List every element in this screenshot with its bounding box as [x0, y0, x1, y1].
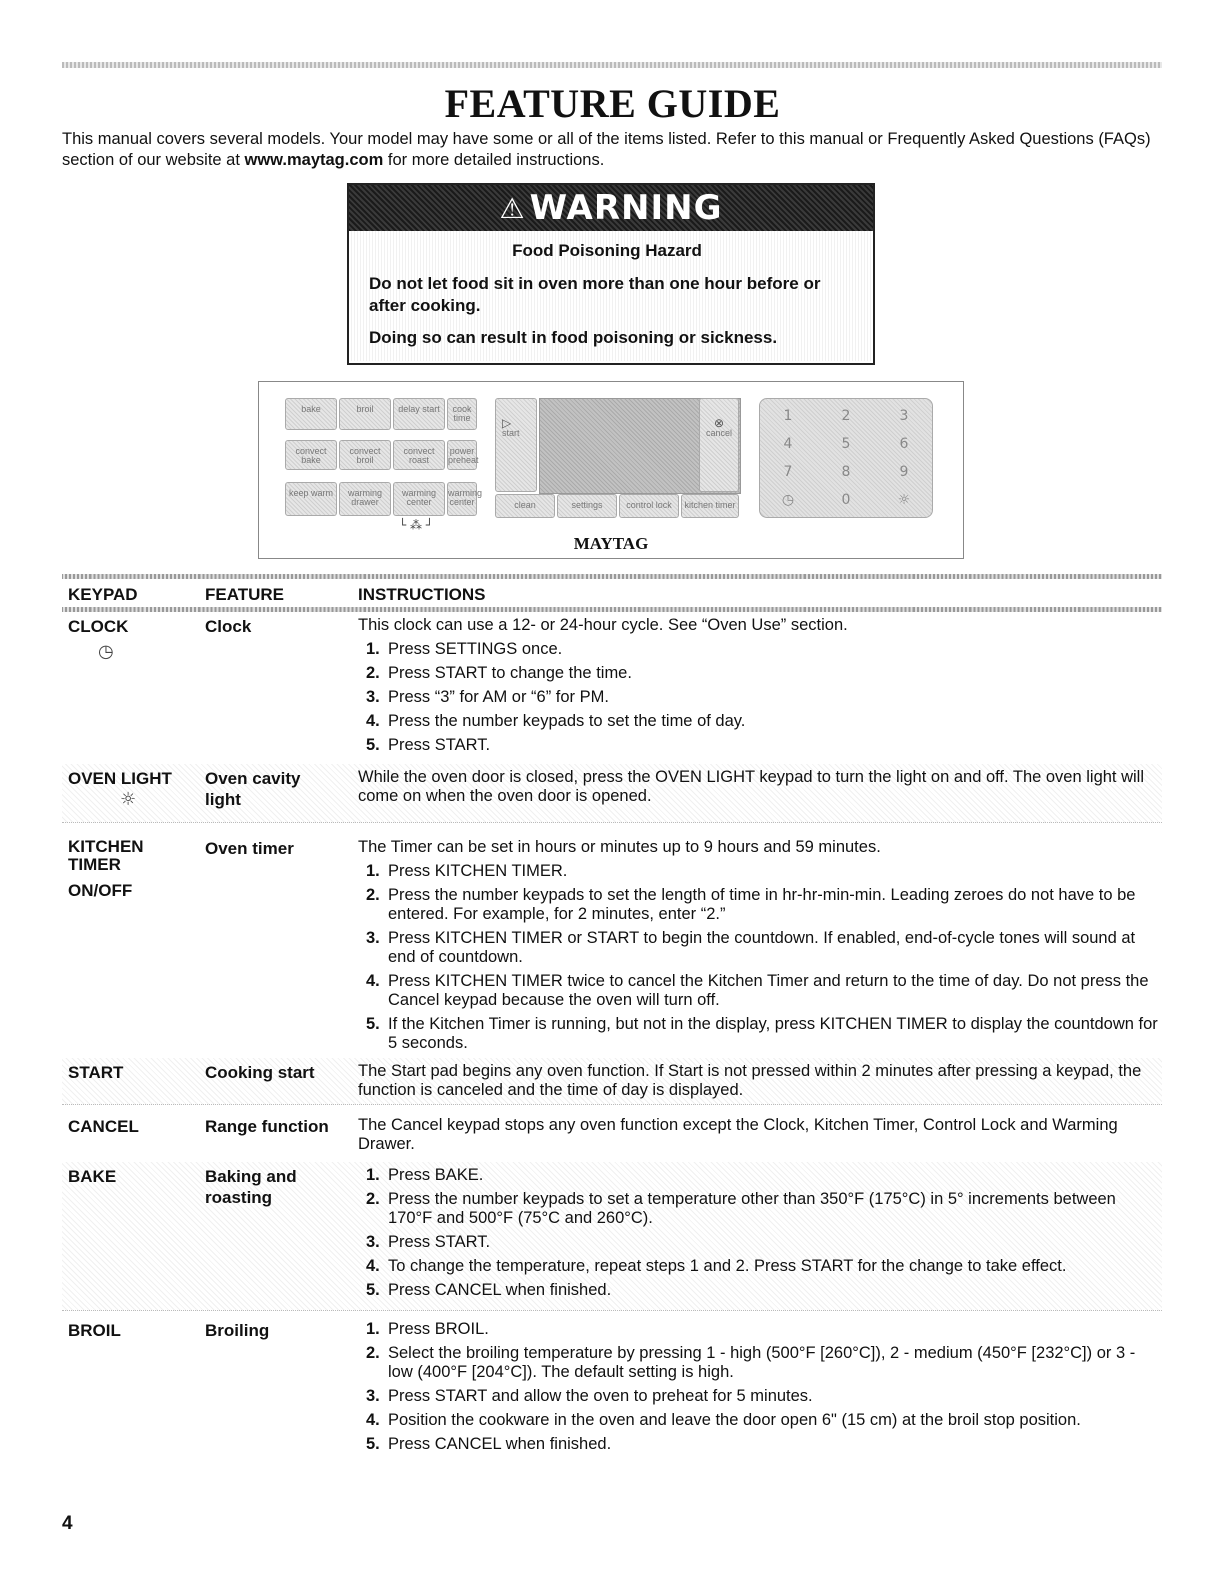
instructions-cell	[358, 1116, 1158, 1159]
number-keypad	[759, 398, 933, 518]
header-instructions: INSTRUCTIONS	[358, 585, 486, 604]
panel-key: convect roast	[393, 440, 445, 470]
row-kitchen-timer	[62, 834, 1162, 1054]
instructions-cell	[358, 1320, 1158, 1459]
keypad-cell: START	[68, 1063, 124, 1082]
instruction-lead: The Timer can be set in hours or minutes up to 9 hours and 59 minutes.	[358, 838, 881, 856]
number-key: 5	[841, 436, 851, 452]
keypad-cell	[68, 616, 198, 662]
panel-key: keep warm	[285, 482, 337, 516]
play-icon: ▷	[502, 416, 512, 430]
step-item: 5. If the Kitchen Timer is running, but not in the display, press KITCHEN TIMER to display the countdown for 5 seconds.	[366, 1015, 1158, 1052]
feature-cell: Broiling	[205, 1321, 270, 1340]
instruction-lead: The Start pad begins any oven function. If Start is not pressed within 2 minutes after pressing a keypad, the function is canceled and the time of day is displayed.	[358, 1062, 1142, 1099]
feature-cell: Baking and roasting	[205, 1167, 297, 1207]
number-key: 7	[783, 464, 793, 480]
number-key: 6	[899, 436, 909, 452]
instruction-lead: While the oven door is closed, press the OVEN LIGHT keypad to turn the light on and off. The oven light will come on when the oven door is opened.	[358, 768, 1145, 805]
step-item: 4. To change the temperature, repeat steps 1 and 2. Press START for the change to take effect.	[366, 1257, 1067, 1275]
step-item: 2. Select the broiling temperature by pressing 1 - high (500°F [260°C]), 2 - medium (450°F [232°C]) or 3 - low (400°F [204°C]). The default setting is high.	[366, 1344, 1136, 1381]
step-item: 1. Press BROIL.	[366, 1320, 489, 1338]
table-header	[62, 574, 1162, 612]
brand-logo: MAYTAG	[573, 534, 649, 553]
clock-icon: ◷	[781, 492, 795, 508]
step-item: 2. Press START to change the time.	[366, 664, 632, 682]
panel-key: convect broil	[339, 440, 391, 470]
keypad-cell	[68, 768, 198, 810]
intro-post: for more detailed instructions.	[383, 151, 605, 169]
panel-key: control lock	[619, 494, 679, 518]
light-bulb-icon: ☼	[897, 492, 911, 508]
keypad-name: OVEN LIGHT	[68, 769, 172, 788]
instructions-cell	[358, 768, 1158, 811]
step-item: 1. Press KITCHEN TIMER.	[366, 862, 568, 880]
panel-key: warming center	[447, 482, 477, 516]
step-item: 3. Press “3” for AM or “6” for PM.	[366, 688, 609, 706]
instructions-cell	[358, 616, 1158, 760]
step-item: 4. Position the cookware in the oven and leave the door open 6" (15 cm) at the broil stop position.	[366, 1411, 1081, 1429]
step-item: 4. Press the number keypads to set the time of day.	[366, 712, 746, 730]
instructions-cell	[358, 838, 1158, 1058]
keypad-name: CLOCK	[68, 617, 129, 636]
step-item: 2. Press the number keypads to set a temperature other than 350°F (175°C) in 5° increments between 170°F and 500°F (75°C and 260°C).	[366, 1190, 1116, 1227]
instructions-cell	[358, 1166, 1158, 1305]
step-list	[358, 1166, 1158, 1300]
step-item: 5. Press CANCEL when finished.	[366, 1435, 612, 1453]
feature-cell: Oven cavity light	[205, 769, 301, 809]
step-item: 3. Press START.	[366, 1233, 491, 1251]
number-key: 3	[899, 408, 909, 424]
step-item: 3. Press KITCHEN TIMER or START to begin the countdown. If enabled, end-of-cycle tones will sound at end of countdown.	[366, 929, 1136, 966]
panel-key: settings	[557, 494, 617, 518]
number-key: 4	[783, 436, 793, 452]
panel-key: warming center	[393, 482, 445, 516]
top-rule	[62, 62, 1162, 68]
step-list	[358, 1320, 1158, 1454]
number-key: 2	[841, 408, 851, 424]
row-clock	[62, 612, 1162, 760]
panel-key: power preheat	[447, 440, 477, 470]
step-item: 5. Press START.	[366, 736, 491, 754]
cancel-key	[699, 398, 739, 492]
panel-key: bake	[285, 398, 337, 430]
keypad-cell	[68, 838, 198, 901]
cancel-icon: ⊗	[713, 416, 725, 430]
row-bake	[62, 1162, 1162, 1311]
step-item: 2. Press the number keypads to set the length of time in hr-hr-min-min. Leading zeroes do not have to be entered. For example, for 2 minutes, enter “2.”	[366, 886, 1136, 923]
website-link[interactable]: www.maytag.com	[244, 151, 384, 169]
hazard-title: Food Poisoning Hazard	[512, 241, 702, 260]
feature-cell: Cooking start	[205, 1063, 315, 1082]
panel-key: cook time	[447, 398, 477, 430]
header-feature: FEATURE	[205, 585, 285, 604]
row-oven-light	[62, 764, 1162, 823]
number-key: 8	[841, 464, 851, 480]
feature-cell: Oven timer	[205, 839, 294, 858]
panel-key: kitchen timer	[681, 494, 739, 518]
step-item: 5. Press CANCEL when finished.	[366, 1281, 612, 1299]
start-key	[495, 398, 537, 492]
panel-key: convect bake	[285, 440, 337, 470]
step-item: 3. Press START and allow the oven to preheat for 5 minutes.	[366, 1387, 813, 1405]
start-key-label: start	[502, 428, 520, 438]
warning-triangle-icon: ⚠	[499, 191, 526, 225]
warning-box	[347, 183, 875, 365]
light-bulb-icon: ☼	[120, 789, 137, 810]
number-key: 0	[841, 492, 851, 508]
panel-key: delay start	[393, 398, 445, 430]
number-key: 9	[899, 464, 909, 480]
keypad-name-onoff: ON/OFF	[68, 881, 133, 900]
keypad-cell: CANCEL	[68, 1117, 139, 1136]
instructions-cell	[358, 1062, 1158, 1105]
instruction-lead: This clock can use a 12- or 24-hour cycle. See “Oven Use” section.	[358, 616, 848, 634]
warning-body	[349, 231, 873, 361]
step-item: 1. Press BAKE.	[366, 1166, 484, 1184]
panel-key: clean	[495, 494, 555, 518]
warning-line-1: Do not let food sit in oven more than one hour before or after cooking.	[369, 274, 821, 315]
step-item: 4. Press KITCHEN TIMER twice to cancel the Kitchen Timer and return to the time of day. Do not press the Cancel keypad because the oven will turn off.	[366, 972, 1149, 1009]
keypad-name: KITCHEN TIMER	[68, 837, 144, 874]
warning-header	[349, 185, 873, 231]
intro-text	[62, 129, 1162, 171]
warning-label: WARNING	[529, 188, 723, 228]
cancel-key-label: cancel	[705, 428, 732, 438]
row-cancel	[62, 1112, 1162, 1158]
clock-icon: ◷	[98, 641, 114, 662]
panel-key: broil	[339, 398, 391, 430]
row-start	[62, 1058, 1162, 1105]
step-list	[358, 640, 1158, 755]
control-panel-illustration	[258, 381, 964, 559]
instruction-lead: The Cancel keypad stops any oven function except the Clock, Kitchen Timer, Control Lock and Warming Drawer.	[358, 1116, 1118, 1153]
keypad-cell: BAKE	[68, 1167, 117, 1186]
feature-cell: Range function	[205, 1117, 329, 1136]
page-number: 4	[62, 1513, 73, 1534]
lock-symbol-icon: └ ⁂ ┘	[399, 518, 434, 532]
step-list	[358, 862, 1158, 1053]
page-title: FEATURE GUIDE	[444, 81, 781, 126]
intro-pre: This manual covers several models. Your model may have some or all of the items listed. Refer to this manual or Frequently Asked Questions (FAQs) section of our website at	[62, 130, 1151, 169]
header-keypad: KEYPAD	[68, 585, 138, 604]
feature-cell: Clock	[205, 617, 252, 636]
row-broil	[62, 1316, 1162, 1466]
warning-line-2: Doing so can result in food poisoning or sickness.	[369, 328, 778, 347]
step-item: 1. Press SETTINGS once.	[366, 640, 563, 658]
panel-key: warming drawer	[339, 482, 391, 516]
number-key: 1	[783, 408, 793, 424]
keypad-cell: BROIL	[68, 1321, 121, 1340]
